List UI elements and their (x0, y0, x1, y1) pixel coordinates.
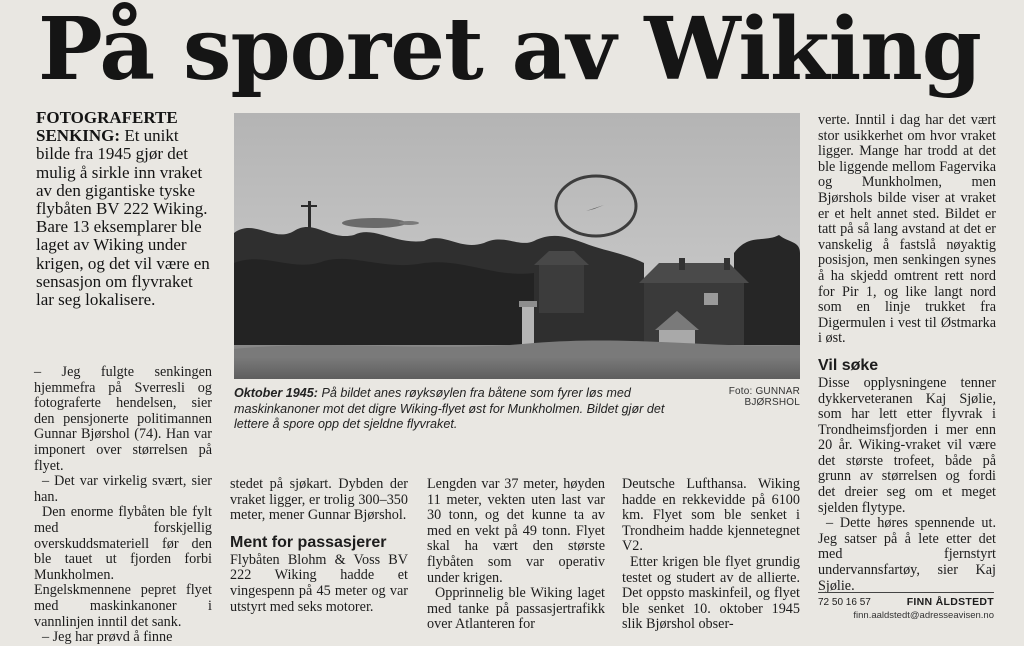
paragraph: Den enorme flybåten ble fylt med forskjellig overskuddsmateriell før den ble tauet ut fjorden forbi Munkholmen. Engelskmennene pepret flyet med maskinkanoner i vannlinjen inntil det sank. (34, 504, 212, 630)
paragraph: – Dette høres spennende ut. Jeg satser på å lete etter det med fjernstyrt undervannsfartøy, sier Kaj Sjølie. (818, 515, 996, 594)
photo-credit: Foto: GUNNAR BJØRSHOL (728, 386, 800, 408)
lead-kicker: FOTOGRAFERTE SENKING: (36, 108, 178, 146)
caption-text: På bildet anes røyksøylen fra båtene som fyrer løs med maskinkanoner mot det digre Wiking-flyet øst for Munkholmen. Bildet gjør det lettere å spore opp det sjeldne flyvraket. (234, 386, 665, 432)
subheading-vil-soke: Vil søke (818, 356, 879, 374)
byline (818, 592, 994, 621)
column-2 (230, 477, 408, 615)
column-4 (622, 477, 800, 633)
paragraph: verte. Inntil i dag har det vært stor usikkerhet om hvor vraket ligger. Mange har trodd at det ble liggende mellom Fagervika og Munkholmen, men Bjørshols bilde viser at vraket er et helt annet sted. Bildet er tatt på så lang avstand at det er vanskelig å fastslå nøyaktig posisjon, men senkingen synes å ha skjedd omtrent rett nord for Pir 1, og like langt nord som en linje trukket fra Digermulen i vest til Østmarka i øst. (818, 112, 996, 347)
column-5 (818, 113, 996, 594)
paragraph: Deutsche Lufthansa. Wiking hadde en rekkevidde på 6100 km. Flyet som ble senket i Trondheim hadde kjennetegnet V2. (622, 476, 800, 555)
paragraph: Flybåten Blohm & Voss BV 222 Wiking hadde et vingespenn på 45 meter og var utstyrt med seks motorer. (230, 551, 408, 615)
caption-label: Oktober 1945: (234, 386, 318, 400)
lead-paragraph (36, 109, 214, 309)
byline-email: finn.aaldstedt@adresseavisen.no (853, 610, 994, 621)
paragraph: – Jeg fulgte senkingen hjemmefra på Sverresli og fotograferte hendelsen, sier den pensjonerte politimannen Gunnar Bjørshol (74). Han var imponert over størrelsen på flyet. (34, 364, 212, 474)
byline-phone: 72 50 16 57 (818, 597, 871, 608)
photo-caption (234, 386, 674, 433)
paragraph: – Jeg har prøvd å finne (42, 629, 173, 646)
lead-text: Et unikt bilde fra 1945 gjør det mulig å sirkle inn vraket av den gigantiske tyske flybåten BV 222 Wiking. Bare 13 eksemplarer ble laget av Wiking under krigen, og det vil være en sensasjon om flyvraket lar seg lokalisere. (36, 126, 210, 310)
paragraph: stedet på sjøkart. Dybden der vraket ligger, er trolig 300–350 meter, mener Gunnar Bjørshol. (230, 476, 408, 524)
paragraph: Lengden var 37 meter, høyden 11 meter, vekten uten last var 30 tonn, og det kunne ta av med en vekt på 49 tonn. Flyet skal ha vært den største flybåten som var operativ under krigen. (427, 476, 605, 586)
column-1 (34, 365, 212, 646)
byline-name: FINN ÅLDSTEDT (906, 596, 994, 608)
subheading-ment-for-passasjerer: Ment for passasjerer (230, 533, 387, 551)
headline: På sporet av Wiking (38, 0, 981, 100)
paragraph: – Det var virkelig svært, sier han. (34, 473, 212, 505)
news-photo (234, 113, 800, 379)
paragraph: Disse opplysningene tenner dykkerveteranen Kaj Sjølie, som har lett etter flyvrak i Trondheimsfjorden i mer enn 20 år. Wiking-vraket vil være det største trofeet, både på grunn av størrelsen og fordi det dreier seg om et meget sjelden flytype. (818, 374, 996, 516)
paragraph: Etter krigen ble flyet grundig testet og studert av de allierte. Det oppsto maskinfeil, og flyet ble senket 10. oktober 1945 slik Bjørshol obser- (622, 553, 800, 633)
paragraph: Opprinnelig ble Wiking laget med tanke på passasjertrafikk over Atlanteren for (427, 585, 605, 633)
column-3 (427, 477, 605, 633)
